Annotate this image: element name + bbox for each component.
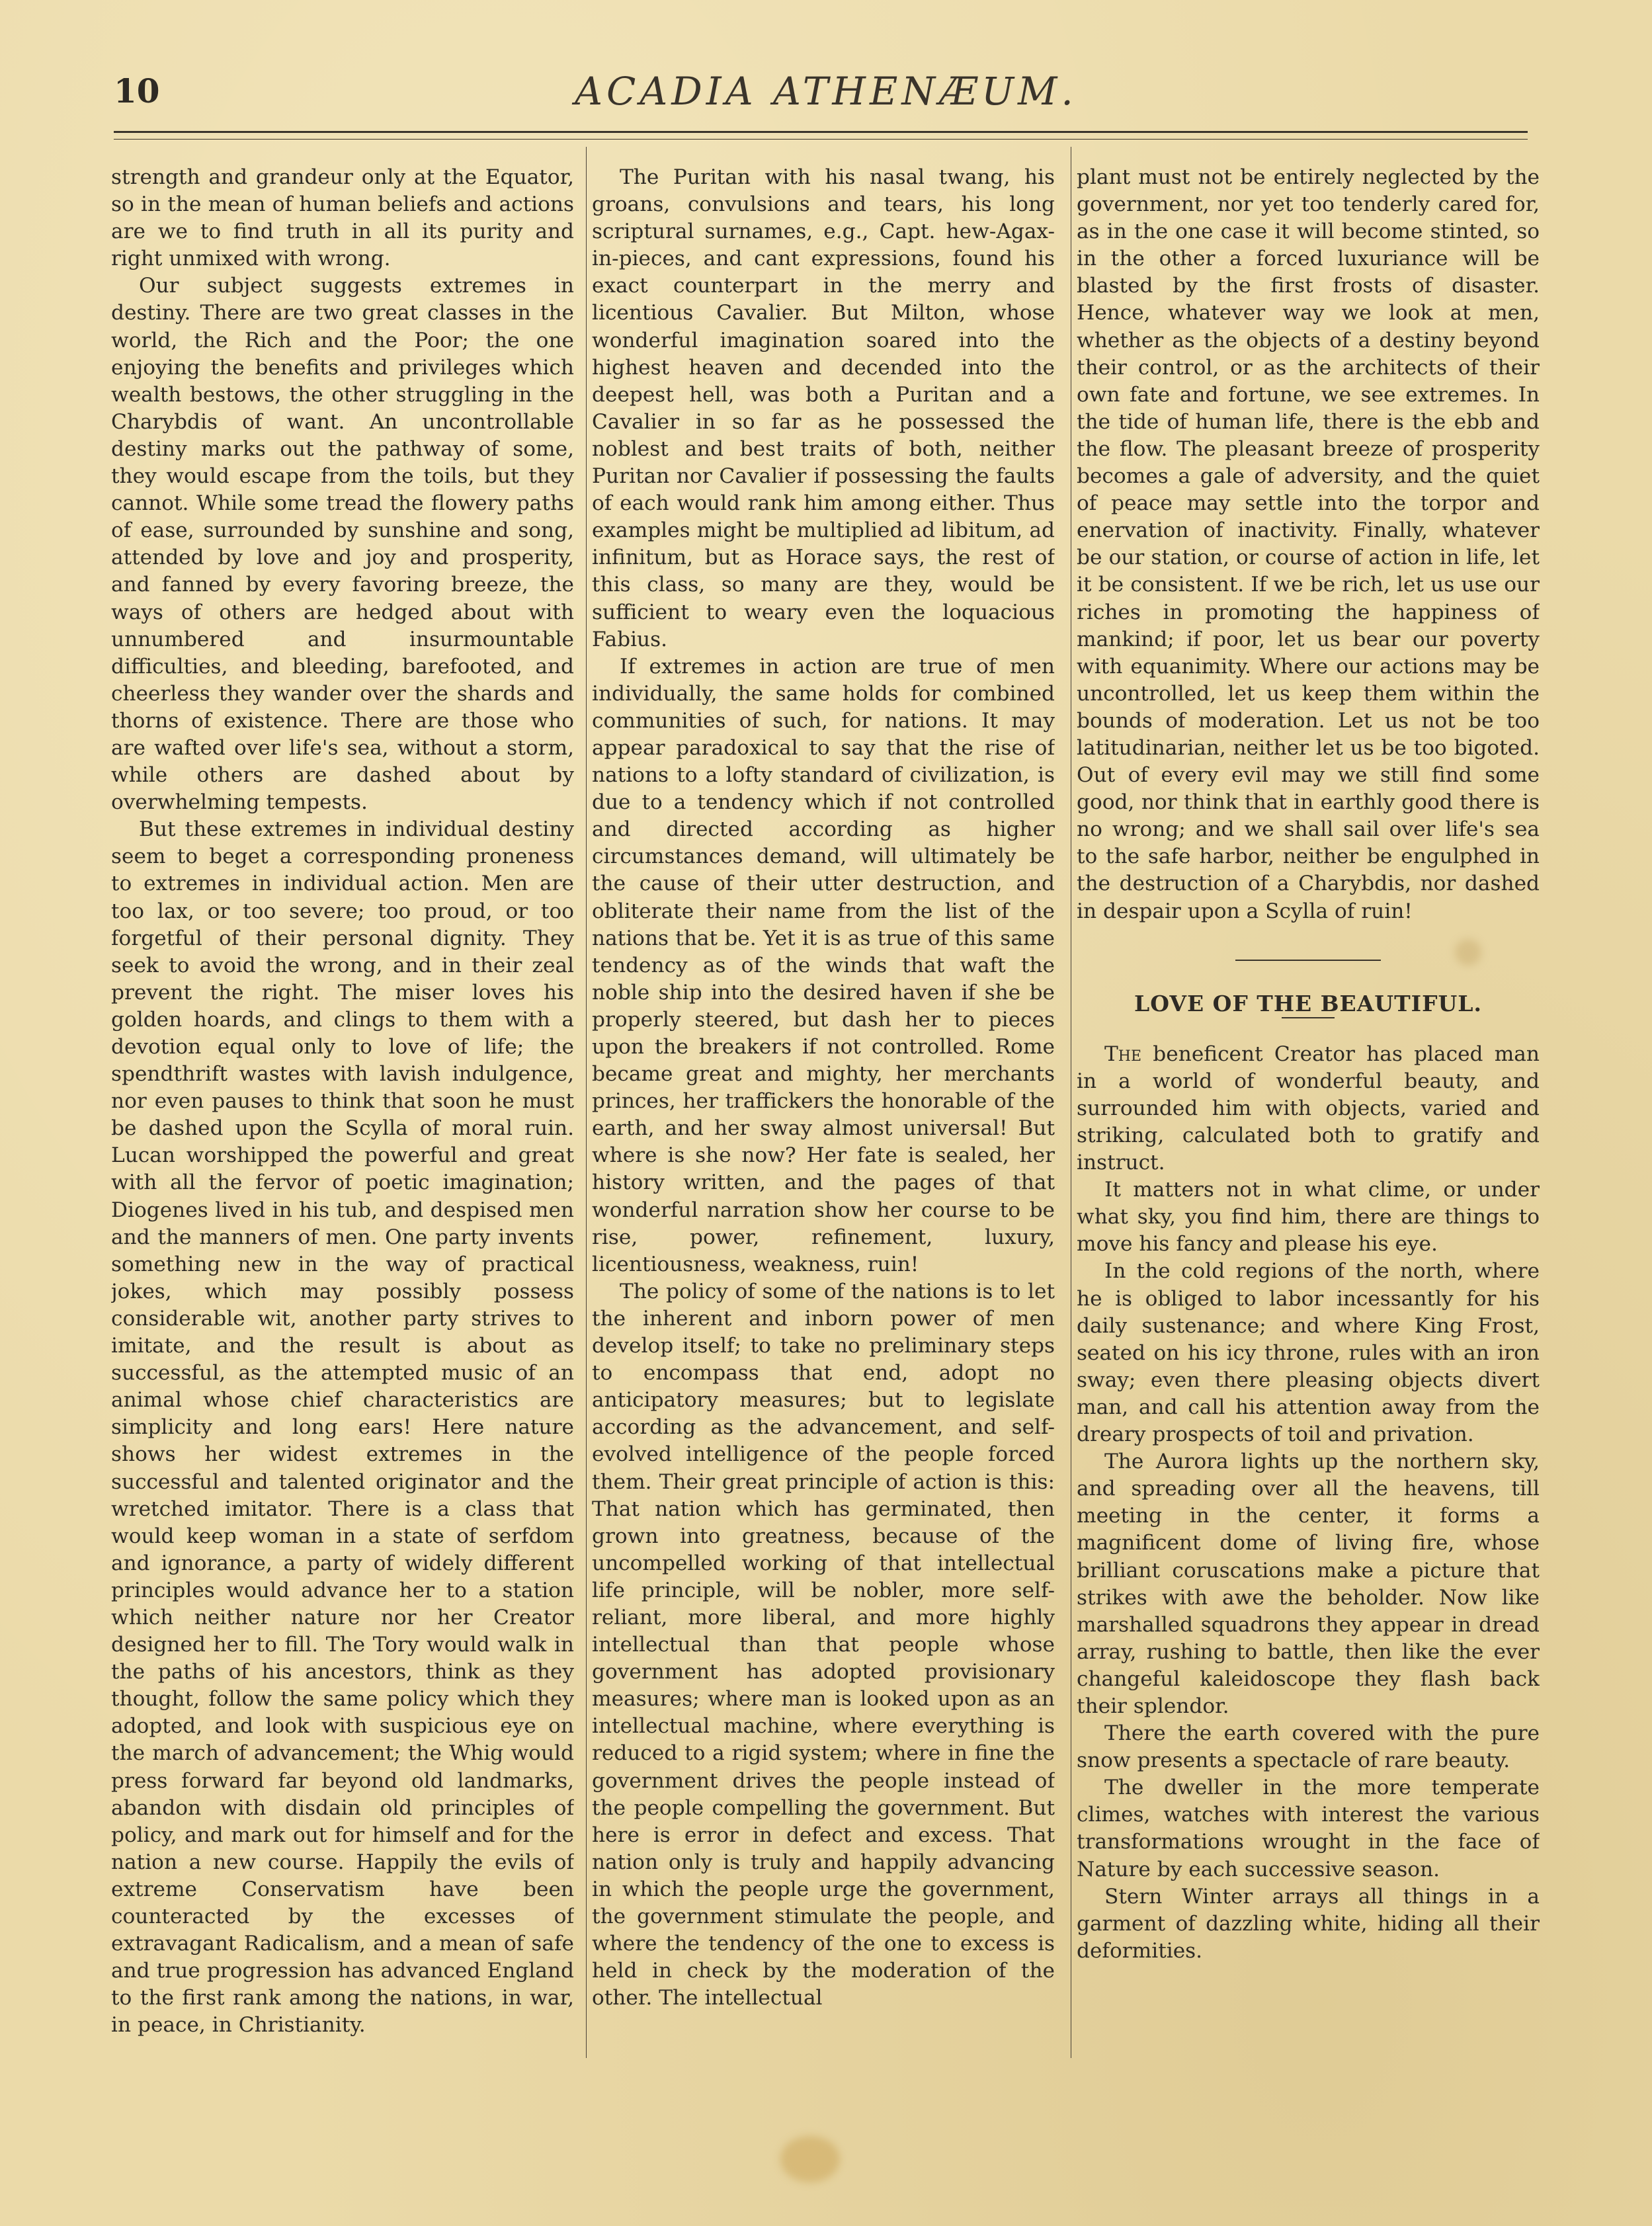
lead-word: The (1104, 1042, 1142, 1066)
article-lead-paragraph (1077, 1041, 1540, 1176)
paragraph: The dweller in the more temperate climes, watches with interest the various transformations wrought in the face of Nature by each successive season. (1077, 1776, 1540, 1881)
column-1 (111, 164, 574, 2069)
article-separator (1235, 960, 1381, 961)
header-rule (114, 131, 1528, 133)
title-rule (1282, 1017, 1335, 1018)
paragraph: In the cold regions of the north, where he is obliged to labor incessantly for his daily sustenance; and where King Frost, seated on his icy throne, rules with an iron sway; even there pleasing objects divert man, and call his attention away from the dreary prospects of toil and privation. (1077, 1259, 1540, 1447)
paragraph: It matters not in what clime, or under what sky, you find him, there are things to move his fancy and please his eye. (1077, 1178, 1540, 1257)
column-3 (1077, 164, 1540, 2069)
paragraph: Stern Winter arrays all things in a garment of dazzling white, hiding all their deformities. (1077, 1884, 1540, 1963)
paragraph: Our subject suggests extremes in destiny. There are two great classes in the world, the Rich and the Poor; the one enjoying the benefits and privileges which wealth bestows, the other struggling in the Charybdis of want. An uncontrollable destiny marks out the pathway of some, they would escape from the toils, but they cannot. While some tread the flowery paths of ease, surrounded by sunshine and song, attended by love and joy and prosperity, and fanned by every favoring breeze, the ways of others are hedged about with unnumbered and insurmountable difficulties, and bleeding, barefooted, and cheerless they wander over the shards and thorns of existence. There are those who are wafted over life's sea, without a storm, while others are dashed about by overwhelming tempests. (111, 274, 574, 815)
paragraph: strength and grandeur only at the Equator, so in the mean of human beliefs and actions are we to find truth in all its purity and right unmixed with wrong. (111, 165, 574, 271)
lead-text: beneficent Creator has placed man in a world of wonderful beauty, and surrounded him with objects, varied and striking, calculated both to gratify and instruct. (1077, 1042, 1540, 1175)
paragraph: But these extremes in individual destiny seem to beget a corresponding proneness to extremes in individual action. Men are too lax, or too severe; too proud, or too forgetful of their personal dignity. They seek to avoid the wrong, and in their zeal prevent the right. The miser loves his golden hoards, and clings to them with a devotion equal only to love of life; the spendthrift wastes with lavish indulgence, nor even pauses to think that soon he must be dashed upon the Scylla of moral ruin. Lucan worshipped the powerful and great with all the fervor of poetic imagination; Diogenes lived in his tub, and despised men and the manners of men. One party invents something new in the way of practical jokes, which may possibly possess considerable wit, another party strives to imitate, and the result is about as successful, as the attempted music of an animal whose chief characteristics are simplicity and long ears! Here nature shows her widest extremes in the successful and talented originator and the wretched imitator. There is a class that would keep woman in a state of serfdom and ignorance, a party of widely different principles would advance her to a station which neither nature nor her Creator designed her to fill. The Tory would walk in the paths of his ancestors, think as they thought, follow the same policy which they adopted, and look with suspicious eye on the march of advancement; the Whig would press forward far beyond old landmarks, abandon with disdain old principles of policy, and mark out for himself and for the nation a new course. Happily the evils of extreme Conservatism have been counteracted by the excesses of extravagant Radicalism, and a mean of safe and true progression has advanced England to the first rank among the nations, in war, in peace, in Christianity. (111, 817, 574, 2038)
paragraph: plant must not be entirely neglected by the government, nor yet too tenderly cared for, as in the one case it will become stinted, so in the other a forced luxuriance will be blasted by the first frosts of disaster. Hence, whatever way we look at men, whether as the objects of a destiny beyond their control, or as the architects of their own fate and fortune, we see extremes. In the tide of human life, there is the ebb and the flow. The pleasant breeze of prosperity becomes a gale of adversity, and the quiet of peace may settle into the torpor and enervation of inactivity. Finally, whatever be our station, or course of action in life, let it be consistent. If we be rich, let us use our riches in promoting the happiness of mankind; if poor, let us bear our poverty with equanimity. Where our actions may be uncontrolled, let us keep them within the bounds of moderation. Let us not be too latitudinarian, neither let us be too bigoted. Out of every evil may we still find some good, nor think that in earthly good there is no wrong; and we shall sail over life's sea to the safe harbor, neither be engulphed in the destruction of a Charybdis, nor dashed in despair upon a Scylla of ruin! (1077, 165, 1540, 923)
column-2 (592, 164, 1055, 2069)
paper-stain (780, 2136, 840, 2182)
running-title: ACADIA ATHENÆUM. (575, 69, 1077, 114)
article-title: LOVE OF THE BEAUTIFUL. (1134, 990, 1482, 1016)
paragraph: The Puritan with his nasal twang, his groans, convulsions and tears, his long scriptural surnames, e.g., Capt. hew-Agax-in-pieces, and cant expressions, found his exact counterpart in the merry and licentious Cavalier. But Milton, whose wonderful imagination soared into the highest heaven and decended into the deepest hell, was both a Puritan and a Cavalier in so far as he possessed the noblest and best traits of both, neither Puritan nor Cavalier if possessing the faults of each would rank him among either. Thus examples might be multiplied ad libitum, ad infinitum, but as Horace says, the rest of this class, so many are they, would be sufficient to weary even the loquacious Fabius. (592, 165, 1055, 651)
paragraph: If extremes in action are true of men individually, the same holds for combined communities of such, for nations. It may appear paradoxical to say that the rise of nations to a lofty standard of civilization, is due to a tendency which if not controlled and directed according as higher circumstances demand, will ultimately be the cause of their utter destruction, and obliterate their name from the list of the nations that be. Yet it is as true of this same tendency as of the winds that waft the noble ship into the desired haven if she be properly steered, but dash her to pieces upon the breakers if not controlled. Rome became great and mighty, her merchants princes, her traffickers the honorable of the earth, and her sway almost universal! But where is she now? Her fate is sealed, her history written, and the pages of that wonderful narration show her course to be rise, power, refinement, luxury, licentiousness, weakness, ruin! (592, 654, 1055, 1276)
column-divider (586, 147, 587, 2058)
header-rule-thin (114, 139, 1528, 140)
paragraph: The Aurora lights up the northern sky, and spreading over all the heavens, till meeting in the center, it forms a magnificent dome of living fire, whose brilliant coruscations make a picture that strikes with awe the beholder. Now like marshalled squadrons they appear in dread array, rushing to battle, then like the ever changeful kaleidoscope they flash back their splendor. (1077, 1450, 1540, 1718)
page-number: 10 (114, 71, 160, 110)
paragraph: There the earth covered with the pure snow presents a spectacle of rare beauty. (1077, 1721, 1540, 1773)
paragraph: The policy of some of the nations is to let the inherent and inborn power of men develop itself; to take no preliminary steps to encompass that end, adopt no anticipatory measures; but to legislate according as the advancement, and self-evolved intelligence of the people forced them. Their great principle of action is this: That nation which has germinated, then grown into greatness, because of the uncompelled working of that intellectual life principle, will be nobler, more self-reliant, more liberal, and more highly intellectual than that people whose government has adopted provisionary measures; where man is looked upon as an intellectual machine, where everything is reduced to a rigid system; where in fine the government drives the people instead of the people compelling the government. But here is error in defect and excess. That nation only is truly and happily advancing in which the people urge the government, the government stimulate the people, and where the tendency of the one to excess is held in check by the moderation of the other. The intellectual (592, 1279, 1055, 2010)
